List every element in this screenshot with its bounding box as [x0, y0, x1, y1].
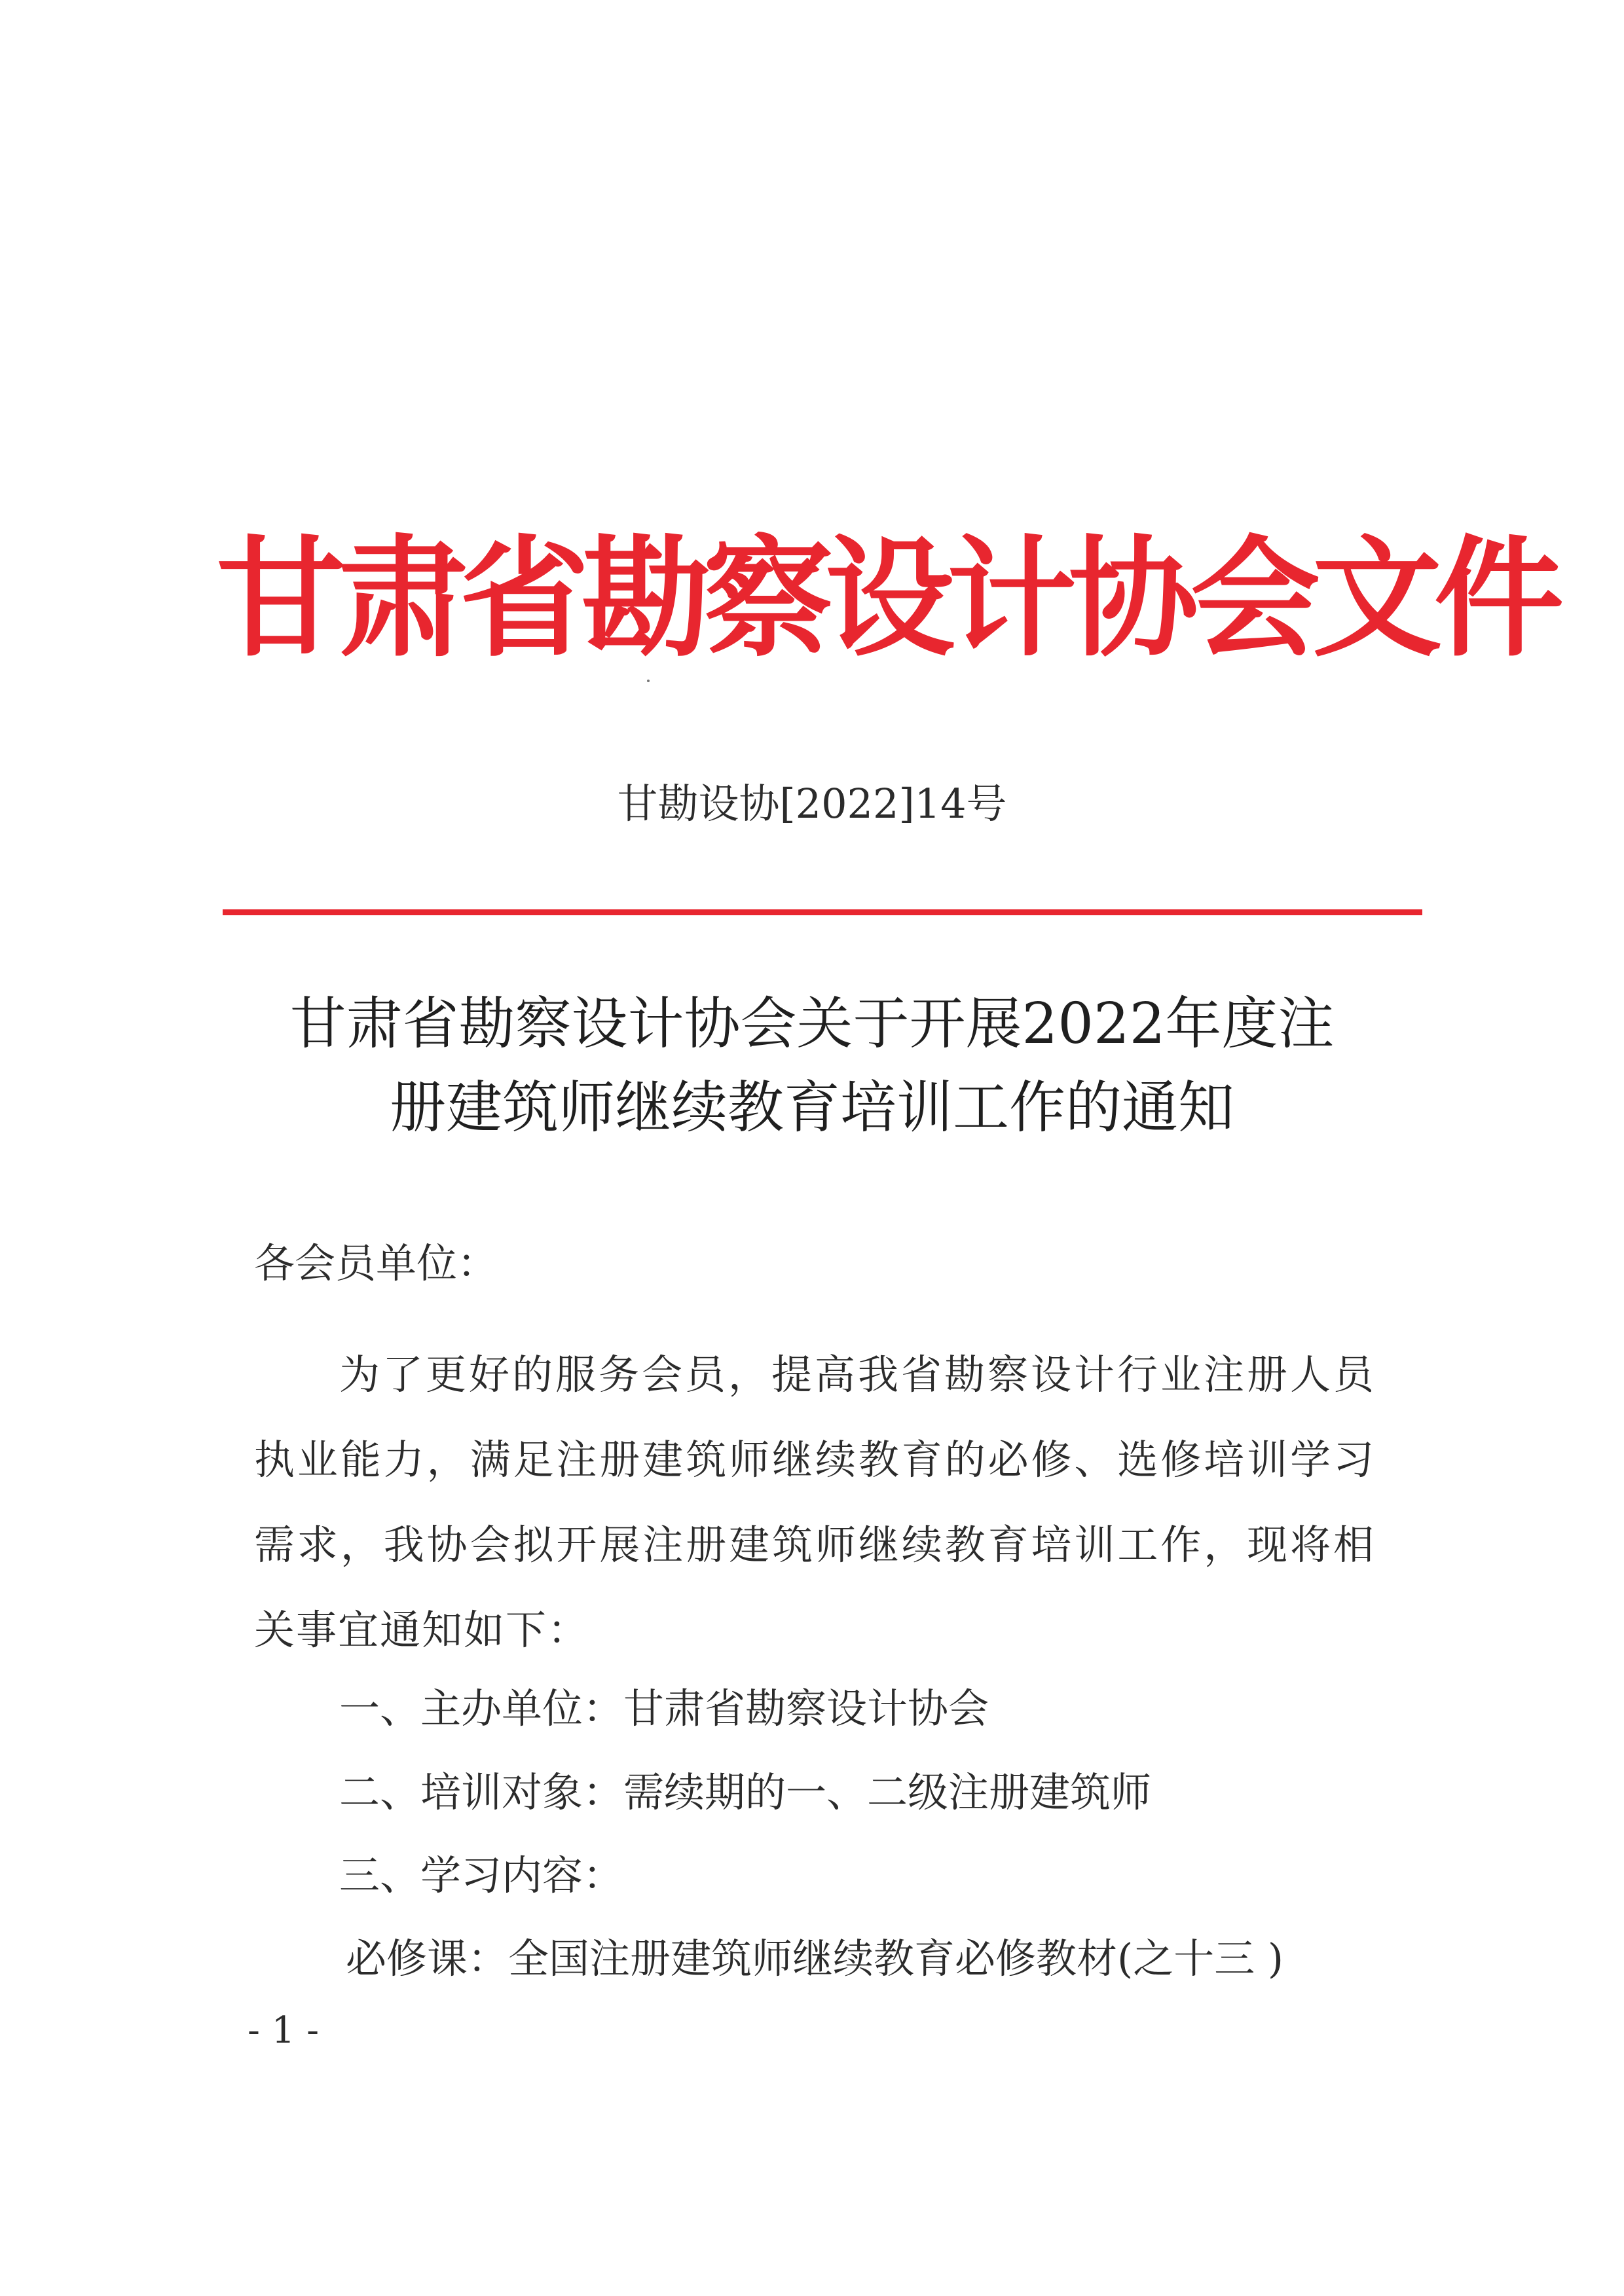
list-item-content: 三、学习内容：	[339, 1851, 624, 1899]
notice-title-line-1: 甘肃省勘察设计协会关于开展2022年度注	[289, 991, 1335, 1057]
masthead-title: 甘肃省勘察设计协会文件	[216, 523, 1556, 674]
intro-paragraph: 为了更好的服务会员，提高我省勘察设计行业注册人员执业能力，满足注册建筑师继续教育的必修、选修培训学习需求，我协会拟开展注册建筑师继续教育培训工作，现将相关事宜通知如下：	[254, 1351, 1375, 1654]
red-divider-line	[223, 909, 1422, 915]
notice-title-line-2: 册建筑师继续教育培训工作的通知	[390, 1075, 1234, 1140]
scan-speck	[647, 680, 650, 682]
document-number: 甘勘设协[2022]14号	[617, 780, 1007, 828]
list-item-required-course: 必修课：全国注册建筑师继续教育必修教材(之十三 )	[346, 1935, 1284, 1982]
salutation: 各会员单位：	[254, 1239, 498, 1287]
notice-title	[196, 982, 1428, 1150]
list-item-organizer: 一、主办单位：甘肃省勘察设计协会	[339, 1685, 989, 1732]
page-number: - 1 -	[248, 2009, 320, 2052]
list-item-audience: 二、培训对象：需续期的一、二级注册建筑师	[339, 1768, 1152, 1816]
